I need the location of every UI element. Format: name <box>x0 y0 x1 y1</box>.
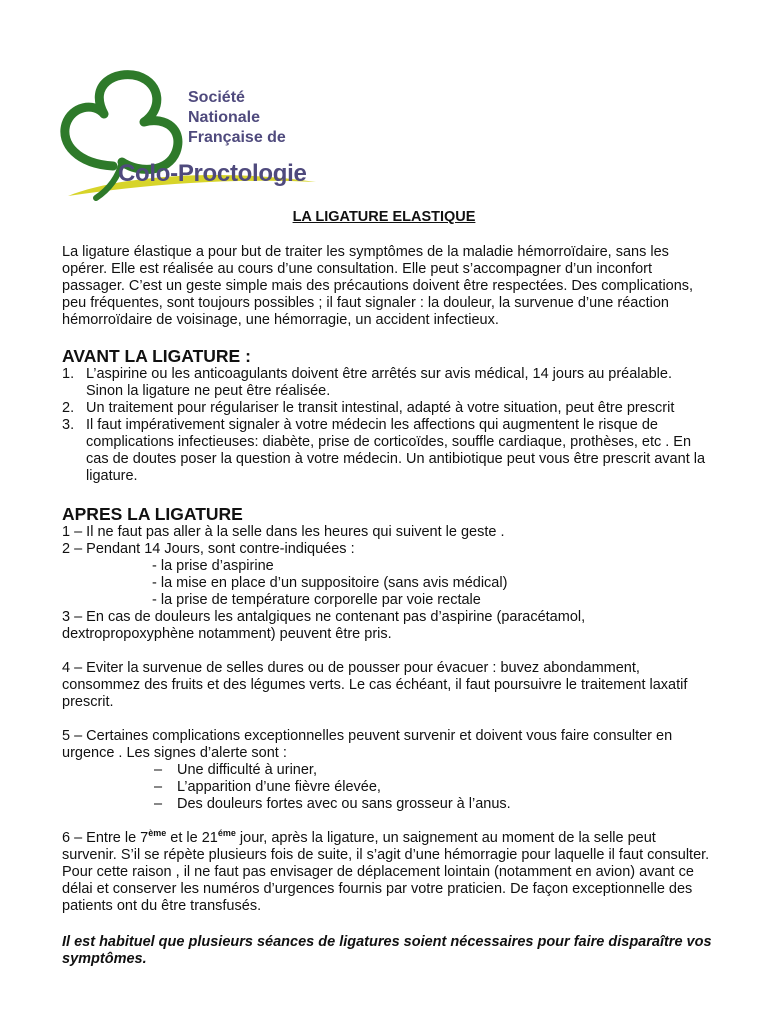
dash-bullet: – <box>154 796 163 812</box>
list-number: 2. <box>62 400 75 416</box>
alert-sign-item <box>62 779 712 796</box>
before-item-3 <box>62 417 712 485</box>
after-point-1: 1 – Il ne faut pas aller à la selle dans les heures qui suivent le geste . <box>62 524 505 540</box>
p6-end: jour, après la ligature, un saignement au moment de la selle peut survenir. S’il se répète plusieurs fois de suite, il s’agit d’une hémorragie pour laquelle il faut consulter. Pour cette raison , il ne faut pas envisager de déplacement lointain (notamment en avion) avant ce délai et conserver les numéros d’urgences fournis par votre praticien. De façon exceptionnelle des patients ont du être transfusés. <box>62 830 710 914</box>
list-text: Il faut impérativement signaler à votre médecin les affections qui augmentent le risque de complications infectieuses: diabète, prise de corticoïdes, souffle cardiaque, prothèses, etc . En cas de doutes poser la question à votre médecin. Un antibiotique peut vous être prescrit avant la ligature. <box>86 417 706 484</box>
intro-paragraph: La ligature élastique a pour but de traiter les symptômes de la maladie hémorroïdaire, sans les opérer. Elle est réalisée au cours d’une consultation. Elle peut s’accompagner d’un inconfort passager. C’est un geste simple mais des précautions doivent être respectées. Des complications, peu fréquentes, sont toujours possibles ; il faut signaler : la douleur, la survenue d’une réaction hémorroïdaire de voisinage, une hémorragie, un accident infectieux. <box>62 244 694 328</box>
p6-start: 6 – Entre le 7 <box>62 830 149 846</box>
logo-line-colo-proctologie: Colo-Proctologie <box>118 160 307 187</box>
alert-sign-text: Des douleurs fortes avec ou sans grosseur à l’anus. <box>177 796 511 812</box>
superscript-eme: éme <box>217 828 236 839</box>
snfcp-logo <box>58 68 328 208</box>
after-point-2: 2 – Pendant 14 Jours, sont contre-indiquées : <box>62 541 355 557</box>
p6-middle: et le 21 <box>166 830 218 846</box>
after-heading: APRES LA LIGATURE <box>62 504 243 524</box>
after-point-3: 3 – En cas de douleurs les antalgiques ne contenant pas d’aspirine (paracétamol, dextropropoxyphène notamment) peuvent être pris. <box>62 609 586 642</box>
contra-item: - la prise de température corporelle par voie rectale <box>152 592 481 608</box>
before-heading: AVANT LA LIGATURE : <box>62 346 251 366</box>
dash-bullet: – <box>154 762 163 778</box>
before-list <box>62 366 712 485</box>
list-text: Un traitement pour régulariser le transit intestinal, adapté à votre situation, peut être prescrit <box>86 400 675 416</box>
final-note: Il est habituel que plusieurs séances de ligatures soient nécessaires pour faire disparaître vos symptômes. <box>62 934 712 967</box>
alert-sign-item <box>62 762 712 779</box>
alert-sign-item <box>62 796 712 813</box>
logo-line-nationale: Nationale <box>188 109 261 126</box>
list-number: 3. <box>62 417 75 433</box>
alert-sign-text: Une difficulté à uriner, <box>177 762 317 778</box>
logo-line-societe: Société <box>188 89 245 106</box>
contra-item: - la mise en place d’un suppositoire (sans avis médical) <box>152 575 508 591</box>
document-title: LA LIGATURE ELASTIQUE <box>292 209 476 225</box>
after-point-5: 5 – Certaines complications exceptionnelles peuvent survenir et doivent vous faire consulter en urgence . Les signes d’alerte sont : <box>62 728 673 761</box>
after-point-4: 4 – Eviter la survenue de selles dures ou de pousser pour évacuer : buvez abondamment, consommez des fruits et des légumes verts. Le cas échéant, il faut poursuivre le traitement laxatif prescrit. <box>62 660 688 710</box>
alert-signs-list <box>62 762 712 813</box>
before-item-1 <box>62 366 712 400</box>
document-body <box>62 244 712 968</box>
alert-sign-text: L’apparition d’une fièvre élevée, <box>177 779 381 795</box>
contra-item: - la prise d’aspirine <box>152 558 274 574</box>
before-item-2 <box>62 400 712 417</box>
dash-bullet: – <box>154 779 163 795</box>
logo-line-francaise: Française de <box>188 129 286 146</box>
list-text: L’aspirine ou les anticoagulants doivent être arrêtés sur avis médical, 14 jours au préalable. Sinon la ligature ne peut être réalisée. <box>86 366 672 399</box>
superscript-eme: ème <box>148 828 167 839</box>
list-number: 1. <box>62 366 75 382</box>
after-point-6 <box>62 830 712 915</box>
